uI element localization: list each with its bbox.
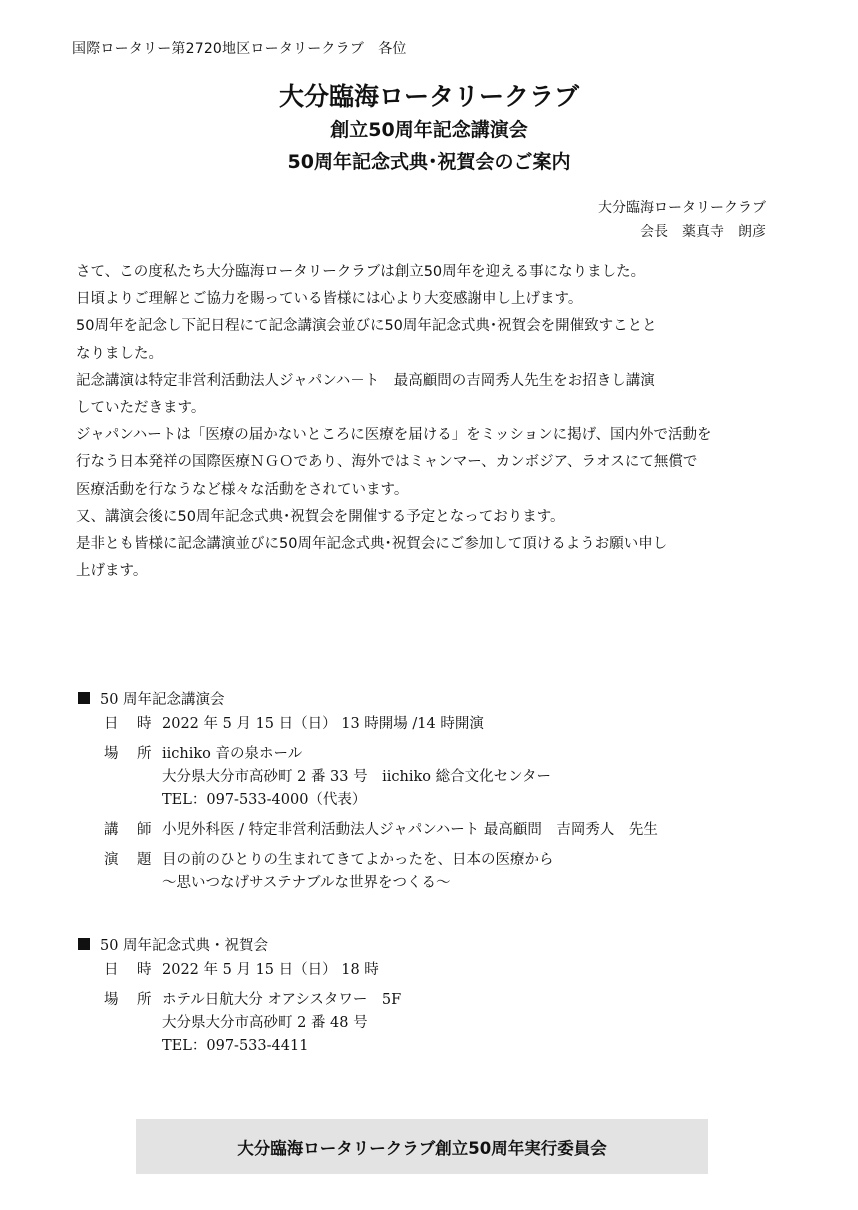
body-line: 又、講演会後に50周年記念式典･祝賀会を開催する予定となっております。 (76, 508, 565, 525)
lecture-topic-line1: 目の前のひとりの生まれてきてよかったを、日本の医療から (162, 852, 554, 868)
title-block (0, 80, 858, 178)
ceremony-section (78, 932, 778, 1058)
lecture-heading-text: 50 周年記念講演会 (100, 691, 225, 708)
ceremony-venue-address: 大分県大分市高砂町 2 番 48 号 (162, 1015, 368, 1031)
sender-president: 会長 薬真寺 朗彦 (640, 224, 766, 240)
square-bullet-icon (78, 938, 90, 950)
lecture-topic-line2: ～思いつなげサステナブルな世界をつくる～ (162, 875, 451, 891)
title-ceremony: 50周年記念式典･祝賀会のご案内 (287, 151, 571, 173)
body-line: 50周年を記念し下記日程にて記念講演会並びに50周年記念式典･祝賀会を開催致すことと (76, 318, 657, 335)
topic-label: 演 題 (104, 852, 154, 868)
lecture-speaker-row (104, 819, 778, 842)
title-main: 大分臨海ロータリークラブ (278, 82, 579, 111)
body-line: 上げます。 (76, 563, 148, 580)
body-line: 記念講演は特定非営利活動法人ジャパンハ－ト 最高顧問の吉岡秀人先生をお招きし講演 (76, 372, 655, 389)
ceremony-heading-text: 50 周年記念式典・祝賀会 (100, 937, 269, 954)
body-line: していただきます。 (76, 400, 206, 417)
ceremony-venue-row (104, 989, 778, 1058)
ceremony-date: 2022 年 5 月 15 日（日） 18 時 (162, 962, 379, 978)
body-line: さて、この度私たち大分臨海ロータリークラブは創立50周年を迎える事になりました。 (76, 264, 646, 280)
date-label: 日 時 (104, 962, 154, 978)
addressee: 国際ロータリー第2720地区ロータリークラブ 各位 (72, 41, 407, 57)
body-text (76, 259, 776, 585)
body-line: 是非とも皆様に記念講演並びに50周年記念式典･祝賀会にご参加して頂けるようお願い申し (76, 536, 668, 553)
committee-name: 大分臨海ロータリークラブ創立50周年実行委員会 (237, 1138, 607, 1158)
square-bullet-icon (78, 692, 90, 704)
ceremony-date-row (104, 959, 778, 982)
committee-footer (136, 1119, 708, 1174)
lecture-topic-row (104, 849, 778, 895)
body-line: 医療活動を行なうなど様々な活動をされています。 (76, 481, 409, 498)
lecture-date: 2022 年 5 月 15 日（日） 13 時開場 /14 時開演 (162, 716, 484, 732)
venue-label: 場 所 (104, 746, 154, 762)
lecture-venue-address: 大分県大分市高砂町 2 番 33 号 iichiko 総合文化センター (162, 769, 552, 785)
ceremony-heading (78, 932, 778, 956)
ceremony-venue-name: ホテル日航大分 オアシスタワー 5F (162, 992, 402, 1008)
title-lecture: 創立50周年記念講演会 (330, 119, 528, 141)
speaker-label: 講 師 (104, 822, 154, 838)
body-line: ジャパンハートは「医療の届かないところに医療を届ける」をミッションに掲げ、国内外で活動を (76, 427, 712, 444)
lecture-speaker: 小児外科医 / 特定非営利活動法人ジャパンハート 最高顧問 吉岡秀人 先生 (162, 822, 658, 838)
venue-label: 場 所 (104, 992, 154, 1008)
lecture-section (78, 686, 778, 895)
lecture-date-row (104, 713, 778, 736)
body-line: なりました。 (76, 345, 163, 362)
date-label: 日 時 (104, 716, 154, 732)
sender-org: 大分臨海ロータリークラブ (598, 200, 766, 216)
lecture-venue-row (104, 743, 778, 812)
sender-block (598, 196, 766, 244)
lecture-venue-name: iichiko 音の泉ホール (162, 746, 303, 762)
body-line: 日頃よりご理解とご協力を賜っている皆様には心より大変感謝申し上げます。 (76, 291, 583, 308)
ceremony-venue-tel: TEL：097-533-4411 (162, 1038, 309, 1054)
lecture-heading (78, 686, 778, 710)
lecture-venue-tel: TEL：097-533-4000（代表） (162, 792, 367, 808)
body-line: 行なう日本発祥の国際医療ＮＧＯであり、海外ではミャンマー、カンボジア、ラオスにて無償で (76, 454, 698, 471)
